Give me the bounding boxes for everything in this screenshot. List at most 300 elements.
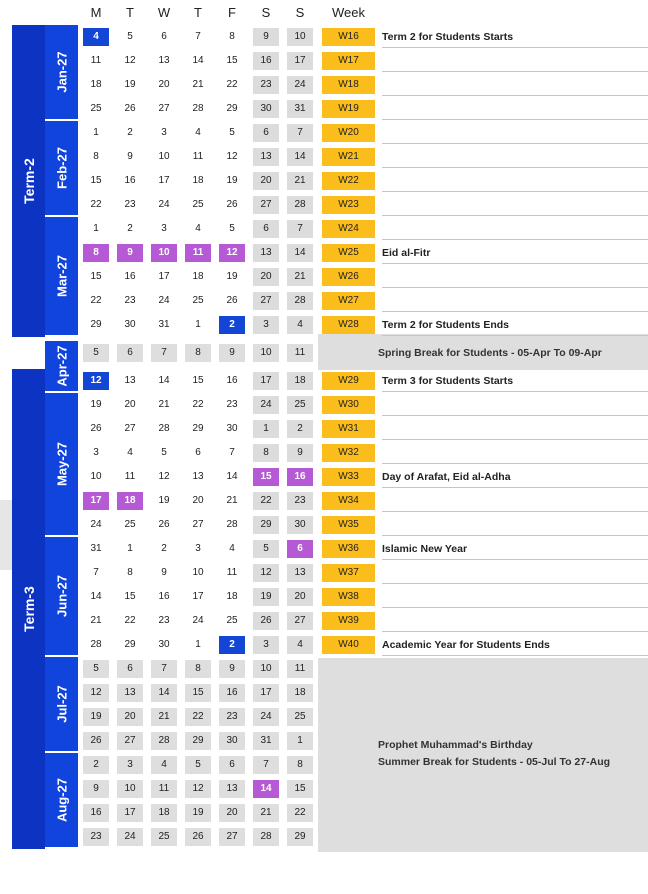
day-cell: 16 [287,468,313,486]
week-badge: W29 [322,372,375,390]
day-cell: 10 [287,28,313,46]
term-bar [12,369,45,849]
day-cell: 12 [185,780,211,798]
week-note: Term 2 for Students Ends [382,319,509,331]
week-note: Academic Year for Students Ends [382,639,550,651]
day-cell: 9 [117,244,143,262]
day-cell: 1 [195,319,201,330]
month-bar [45,341,78,391]
day-cell: 29 [90,319,102,330]
month-bar [45,121,78,215]
day-cell: 24 [253,396,279,414]
day-cell: 4 [287,636,313,654]
day-cell: 7 [287,124,313,142]
term-label: Term-3 [20,586,37,632]
day-cell: 6 [161,31,167,42]
day-cell: 18 [90,79,102,90]
day-cell: 4 [287,316,313,334]
week-note: Term 3 for Students Starts [382,375,514,387]
note-line [382,631,648,632]
week-badge: W34 [322,492,375,510]
day-cell: 13 [287,564,313,582]
month-label: Apr-27 [54,345,69,387]
day-cell: 14 [151,684,177,702]
day-cell: 12 [124,55,136,66]
day-cell: 30 [124,319,136,330]
month-bar [45,25,78,119]
day-cell: 15 [185,684,211,702]
note-line [382,119,648,120]
day-cell: 11 [185,244,211,262]
week-badge: W27 [322,292,375,310]
day-cell: 10 [192,567,204,578]
day-cell: 15 [192,375,204,386]
week-badge: W38 [322,588,375,606]
day-cell: 23 [124,199,136,210]
day-cell: 26 [90,423,102,434]
day-cell: 8 [287,756,313,774]
day-cell: 25 [287,396,313,414]
day-cell: 3 [161,127,167,138]
day-cell: 14 [253,780,279,798]
note-line [382,463,648,464]
day-cell: 26 [158,519,170,530]
day-cell: 16 [83,804,109,822]
day-cell: 30 [287,516,313,534]
day-cell: 28 [287,292,313,310]
day-cell: 19 [83,708,109,726]
day-cell: 29 [253,516,279,534]
day-cell: 19 [226,175,238,186]
day-cell: 5 [161,447,167,458]
day-cell: 16 [124,271,136,282]
day-cell: 30 [219,732,245,750]
day-cell: 18 [151,804,177,822]
day-cell: 6 [287,540,313,558]
day-cell: 22 [226,79,238,90]
day-cell: 25 [192,199,204,210]
note-line [382,143,648,144]
day-cell: 25 [151,828,177,846]
day-cell: 1 [93,127,99,138]
day-cell: 8 [127,567,133,578]
day-cell: 11 [151,780,177,798]
day-cell: 23 [226,399,238,410]
day-cell: 27 [192,519,204,530]
day-cell: 18 [226,591,238,602]
week-badge: W31 [322,420,375,438]
day-cell: 17 [158,271,170,282]
term-bar [12,25,45,337]
week-badge: W26 [322,268,375,286]
term-label: Term-2 [20,158,37,204]
day-cell: 6 [117,344,143,362]
day-cell: 17 [192,591,204,602]
day-cell: 6 [195,447,201,458]
day-cell: 22 [185,708,211,726]
day-cell: 18 [287,684,313,702]
note-line [382,511,648,512]
day-cell: 25 [192,295,204,306]
day-cell: 20 [219,804,245,822]
day-cell: 4 [195,127,201,138]
note-line [382,215,648,216]
day-cell: 21 [192,79,204,90]
day-cell: 6 [219,756,245,774]
day-cell: 17 [83,492,109,510]
day-cell: 5 [83,660,109,678]
month-bar [45,657,78,751]
week-badge: W19 [322,100,375,118]
week-badge: W32 [322,444,375,462]
day-cell: 16 [158,591,170,602]
day-cell: 25 [226,615,238,626]
day-header: S [295,5,305,20]
day-cell: 10 [90,471,102,482]
day-cell: 15 [124,591,136,602]
day-cell: 3 [253,316,279,334]
day-cell: 31 [287,100,313,118]
day-cell: 1 [195,639,201,650]
day-cell: 6 [117,660,143,678]
day-cell: 5 [127,31,133,42]
day-cell: 23 [219,708,245,726]
day-cell: 16 [219,684,245,702]
day-cell: 24 [117,828,143,846]
note-line [382,239,648,240]
day-cell: 15 [90,271,102,282]
day-cell: 19 [226,271,238,282]
note-line [382,191,648,192]
day-cell: 18 [287,372,313,390]
note-line [382,439,648,440]
day-cell: 11 [192,151,204,162]
day-cell: 5 [185,756,211,774]
day-cell: 7 [287,220,313,238]
day-cell: 24 [158,199,170,210]
week-badge: W39 [322,612,375,630]
day-cell: 9 [219,660,245,678]
day-cell: 17 [253,372,279,390]
day-cell: 11 [287,344,313,362]
day-cell: 3 [253,636,279,654]
week-badge: W20 [322,124,375,142]
day-cell: 29 [287,828,313,846]
day-cell: 20 [253,268,279,286]
day-cell: 14 [90,591,102,602]
day-cell: 13 [253,148,279,166]
day-cell: 20 [253,172,279,190]
week-badge: W23 [322,196,375,214]
day-cell: 9 [287,444,313,462]
day-cell: 3 [117,756,143,774]
day-cell: 28 [287,196,313,214]
week-badge: W25 [322,244,375,262]
day-cell: 4 [83,28,109,46]
day-cell: 6 [253,220,279,238]
day-cell: 26 [253,612,279,630]
day-cell: 30 [226,423,238,434]
day-cell: 2 [161,543,167,554]
day-cell: 19 [158,495,170,506]
day-cell: 11 [124,471,136,482]
day-cell: 21 [287,172,313,190]
day-cell: 4 [229,543,235,554]
day-cell: 28 [151,732,177,750]
day-cell: 28 [90,639,102,650]
day-cell: 9 [161,567,167,578]
day-cell: 23 [124,295,136,306]
day-cell: 29 [192,423,204,434]
day-cell: 10 [253,344,279,362]
day-cell: 15 [287,780,313,798]
day-cell: 9 [219,344,245,362]
week-badge: W37 [322,564,375,582]
week-badge: W24 [322,220,375,238]
day-cell: 7 [151,344,177,362]
day-cell: 7 [195,31,201,42]
week-badge: W30 [322,396,375,414]
left-edge-shade [0,500,12,570]
month-label: Feb-27 [54,147,69,189]
note-line [382,655,648,656]
day-cell: 13 [253,244,279,262]
day-cell: 19 [253,588,279,606]
day-cell: 5 [229,127,235,138]
month-bar [45,537,78,655]
day-cell: 14 [287,148,313,166]
day-cell: 10 [158,151,170,162]
day-cell: 8 [185,660,211,678]
day-cell: 1 [287,732,313,750]
day-cell: 2 [219,636,245,654]
day-cell: 20 [124,399,136,410]
day-cell: 14 [192,55,204,66]
day-cell: 1 [253,420,279,438]
summer-note: Prophet Muhammad's Birthday [378,739,533,751]
note-line [382,335,648,336]
day-cell: 26 [83,732,109,750]
note-line [382,535,648,536]
day-cell: 26 [226,199,238,210]
day-cell: 29 [124,639,136,650]
week-badge: W18 [322,76,375,94]
month-label: Mar-27 [54,255,69,297]
day-cell: 18 [117,492,143,510]
day-cell: 1 [127,543,133,554]
day-cell: 24 [287,76,313,94]
month-label: Jun-27 [54,575,69,617]
day-cell: 27 [253,292,279,310]
day-header: T [126,5,134,20]
day-cell: 8 [93,151,99,162]
week-note: Term 2 for Students Starts [382,31,514,43]
day-cell: 30 [158,639,170,650]
day-cell: 8 [185,344,211,362]
day-cell: 24 [90,519,102,530]
day-cell: 2 [83,756,109,774]
day-cell: 31 [253,732,279,750]
day-cell: 27 [117,732,143,750]
day-cell: 20 [287,588,313,606]
day-cell: 22 [124,615,136,626]
day-cell: 26 [185,828,211,846]
day-cell: 17 [287,52,313,70]
day-cell: 22 [287,804,313,822]
day-cell: 27 [124,423,136,434]
day-cell: 27 [287,612,313,630]
day-cell: 28 [158,423,170,434]
month-label: Aug-27 [54,777,69,823]
day-cell: 28 [253,828,279,846]
day-cell: 30 [253,100,279,118]
day-cell: 9 [253,28,279,46]
day-cell: 20 [192,495,204,506]
day-cell: 23 [158,615,170,626]
day-cell: 20 [158,79,170,90]
spring-break-note: Spring Break for Students - 05-Apr To 09-Apr [378,347,602,359]
day-cell: 12 [158,471,170,482]
day-cell: 2 [127,127,133,138]
note-line [382,71,648,72]
month-label: Jul-27 [54,685,69,723]
day-cell: 21 [253,804,279,822]
day-cell: 16 [226,375,238,386]
note-line [382,415,648,416]
day-cell: 24 [192,615,204,626]
week-badge: W16 [322,28,375,46]
note-line [382,167,648,168]
month-bar [45,393,78,535]
week-header: Week [332,5,365,20]
month-bar [45,753,78,847]
month-bar [45,217,78,335]
week-badge: W35 [322,516,375,534]
month-label: Jan-27 [54,51,69,93]
note-line [382,47,648,48]
day-cell: 20 [117,708,143,726]
note-line [382,391,648,392]
day-cell: 13 [117,684,143,702]
day-cell: 22 [253,492,279,510]
summer-note: Summer Break for Students - 05-Jul To 27-Aug [378,756,611,768]
day-cell: 3 [161,223,167,234]
day-cell: 15 [253,468,279,486]
day-cell: 17 [158,175,170,186]
note-line [382,95,648,96]
day-cell: 7 [151,660,177,678]
day-cell: 7 [229,447,235,458]
week-note: Eid al-Fitr [382,247,431,259]
day-cell: 17 [253,684,279,702]
day-cell: 10 [151,244,177,262]
day-cell: 27 [219,828,245,846]
day-cell: 27 [158,103,170,114]
note-line [382,607,648,608]
day-cell: 18 [192,271,204,282]
day-cell: 28 [192,103,204,114]
day-cell: 12 [83,372,109,390]
day-cell: 27 [253,196,279,214]
note-line [382,263,648,264]
day-cell: 21 [158,399,170,410]
day-cell: 2 [287,420,313,438]
day-cell: 3 [195,543,201,554]
week-badge: W22 [322,172,375,190]
day-cell: 19 [90,399,102,410]
day-cell: 9 [83,780,109,798]
day-header: T [194,5,202,20]
day-cell: 29 [185,732,211,750]
day-cell: 13 [158,55,170,66]
week-badge: W40 [322,636,375,654]
day-cell: 15 [90,175,102,186]
day-cell: 22 [90,199,102,210]
day-cell: 15 [226,55,238,66]
day-cell: 8 [253,444,279,462]
note-line [382,311,648,312]
day-cell: 22 [90,295,102,306]
day-cell: 7 [93,567,99,578]
day-cell: 25 [124,519,136,530]
day-cell: 11 [90,55,102,66]
day-cell: 21 [226,495,238,506]
day-cell: 31 [90,543,102,554]
week-badge: W17 [322,52,375,70]
day-cell: 22 [192,399,204,410]
day-cell: 16 [124,175,136,186]
day-header: W [157,5,171,20]
day-cell: 1 [93,223,99,234]
day-cell: 6 [253,124,279,142]
day-cell: 25 [90,103,102,114]
day-cell: 23 [253,76,279,94]
day-cell: 4 [195,223,201,234]
day-cell: 12 [219,244,245,262]
day-cell: 21 [287,268,313,286]
day-cell: 14 [287,244,313,262]
day-cell: 18 [192,175,204,186]
day-cell: 13 [219,780,245,798]
day-cell: 19 [185,804,211,822]
day-cell: 3 [93,447,99,458]
day-cell: 26 [124,103,136,114]
day-cell: 24 [253,708,279,726]
month-label: May-27 [54,441,69,487]
day-cell: 4 [151,756,177,774]
day-cell: 12 [226,151,238,162]
day-cell: 16 [253,52,279,70]
day-header: M [90,5,102,20]
day-cell: 17 [117,804,143,822]
day-cell: 13 [124,375,136,386]
day-cell: 5 [253,540,279,558]
day-cell: 5 [229,223,235,234]
day-cell: 23 [287,492,313,510]
note-line [382,287,648,288]
day-cell: 4 [127,447,133,458]
day-cell: 25 [287,708,313,726]
day-cell: 14 [226,471,238,482]
day-cell: 26 [226,295,238,306]
day-cell: 12 [253,564,279,582]
week-badge: W28 [322,316,375,334]
day-cell: 9 [127,151,133,162]
day-cell: 8 [229,31,235,42]
day-cell: 21 [90,615,102,626]
day-cell: 11 [226,567,238,578]
day-cell: 7 [253,756,279,774]
